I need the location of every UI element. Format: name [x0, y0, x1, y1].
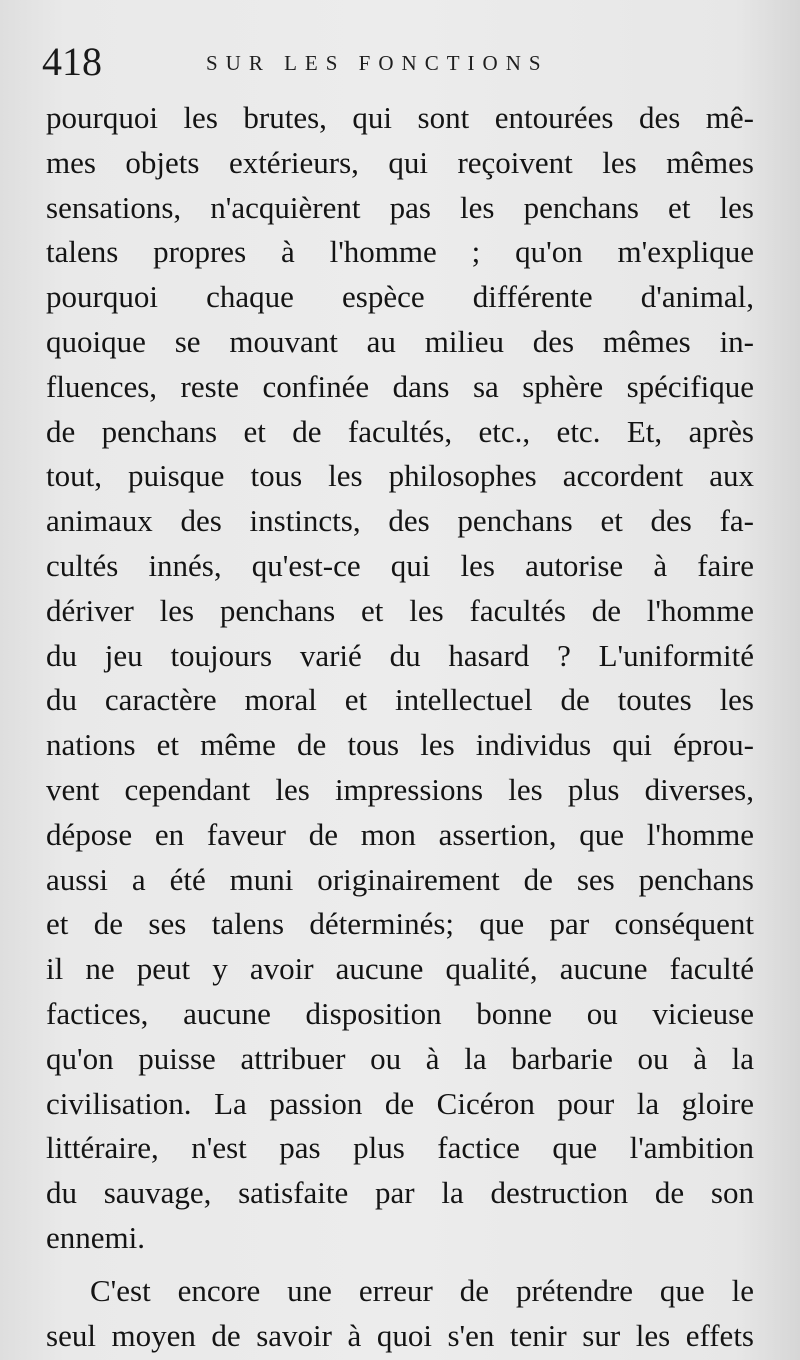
text-line: seul moyen de savoir à quoi s'en tenir sur les effets [46, 1317, 754, 1353]
page-header [0, 40, 800, 88]
text-line: tout, puisque tous les philosophes accordent aux [46, 458, 754, 494]
paragraph-gap [46, 1261, 754, 1269]
text-line: littéraire, n'est pas plus factice que l'ambition [46, 1130, 754, 1166]
text-line: civilisation. La passion de Cicéron pour la gloire [46, 1085, 754, 1121]
text-line: du sauvage, satisfaite par la destruction de son [46, 1175, 754, 1211]
text-line: pourquoi les brutes, qui sont entourées des mê- [46, 100, 754, 135]
text-line: aussi a été muni originairement de ses penchans [46, 861, 754, 897]
text-line: cultés innés, qu'est-ce qui les autorise à faire [46, 547, 754, 583]
text-line: talens propres à l'homme ; qu'on m'explique [46, 234, 754, 270]
text-line: du caractère moral et intellectuel de toutes les [46, 682, 754, 718]
text-line: C'est encore une erreur de prétendre que le [90, 1272, 754, 1308]
text-line: nations et même de tous les individus qui éprou- [46, 727, 754, 763]
text-line: de penchans et de facultés, etc., etc. Et, après [46, 413, 754, 449]
paragraph [46, 1269, 754, 1359]
page-number: 418 [42, 39, 102, 84]
text-line: et de ses talens déterminés; que par conséquent [46, 906, 754, 942]
text-line: mes objets extérieurs, qui reçoivent les mêmes [46, 144, 754, 180]
text-line: il ne peut y avoir aucune qualité, aucune faculté [46, 951, 754, 987]
text-line: fluences, reste confinée dans sa sphère spécifique [46, 368, 754, 404]
running-head: SUR LES FONCTIONS [206, 51, 549, 75]
text-line: dériver les penchans et les facultés de l'homme [46, 592, 754, 628]
text-line: vent cependant les impressions les plus diverses, [46, 771, 754, 807]
text-line: dépose en faveur de mon assertion, que l'homme [46, 816, 754, 852]
text-line: animaux des instincts, des penchans et des fa- [46, 503, 754, 539]
text-line: factices, aucune disposition bonne ou vicieuse [46, 995, 754, 1031]
text-line: qu'on puisse attribuer ou à la barbarie ou à la [46, 1040, 754, 1076]
text-line: quoique se mouvant au milieu des mêmes in- [46, 323, 754, 359]
text-line: du jeu toujours varié du hasard ? L'uniformité [46, 637, 754, 673]
text-line: sensations, n'acquièrent pas les penchans et les [46, 189, 754, 225]
body-text [46, 96, 754, 1358]
text-line: ennemi. [46, 1219, 145, 1255]
paragraph [46, 96, 754, 1261]
text-line: pourquoi chaque espèce différente d'animal, [46, 279, 754, 315]
